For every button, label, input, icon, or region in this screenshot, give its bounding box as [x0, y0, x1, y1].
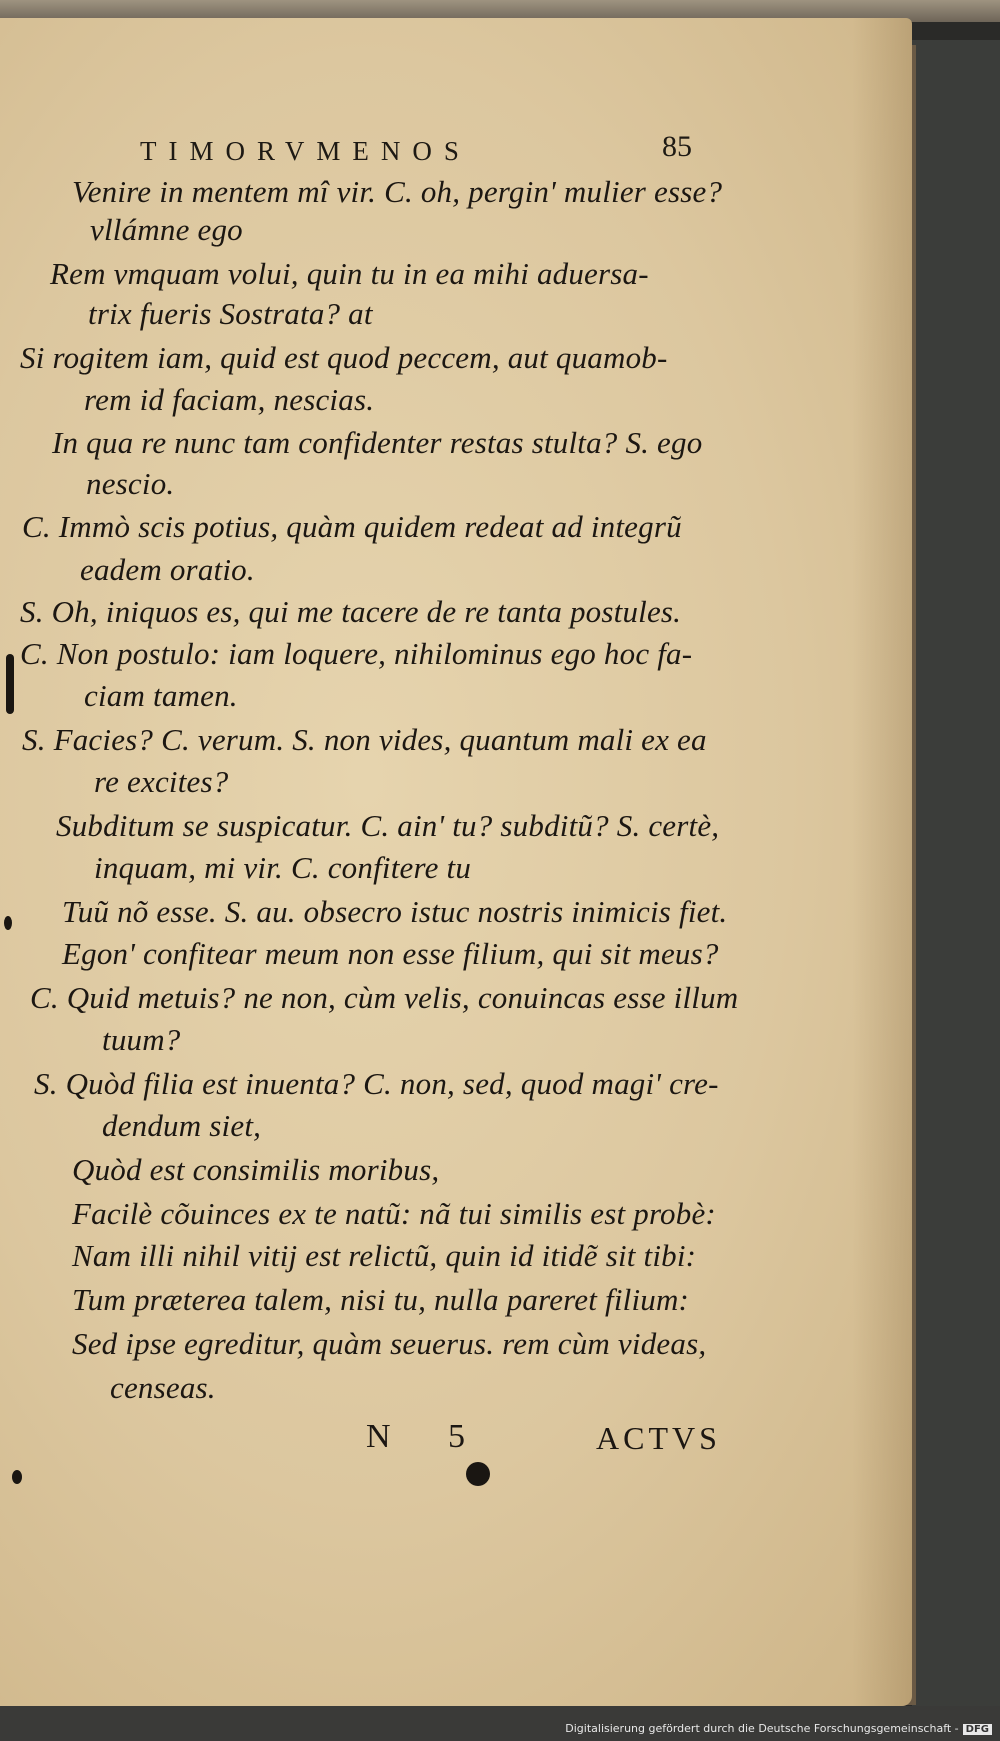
- catchword: ACTVS: [596, 1420, 721, 1456]
- text-line: S. Oh, iniquos es, qui me tacere de re tanta postules.: [20, 594, 682, 629]
- text-line: Nam illi nihil vitij est relictũ, quin id itidẽ sit tibi:: [72, 1238, 697, 1273]
- text-line: inquam, mi vir. C. confitere tu: [94, 850, 472, 885]
- text-line: Tuũ nõ esse. S. au. obsecro istuc nostris inimicis fiet.: [62, 894, 728, 929]
- text-line: tuum?: [102, 1022, 181, 1057]
- text-line: C. Quid metuis? ne non, cùm velis, conuincas esse illum: [30, 980, 739, 1015]
- ink-blot: [466, 1462, 490, 1486]
- signature-letter: N: [366, 1418, 391, 1455]
- text-line: censeas.: [110, 1370, 216, 1405]
- text-line: Sed ipse egreditur, quàm seuerus. rem cùm videas,: [72, 1326, 707, 1361]
- signature-number: 5: [448, 1418, 465, 1455]
- text-line: ciam tamen.: [84, 678, 238, 713]
- text-line: Subditum se suspicatur. C. ain' tu? subditũ? S. certè,: [56, 808, 720, 843]
- dfg-logo: DFG: [963, 1724, 992, 1735]
- text-line: eadem oratio.: [80, 552, 255, 587]
- book-cover-board: [912, 40, 1000, 1720]
- text-line: trix fueris Sostrata? at: [88, 296, 373, 331]
- text-line: nescio.: [86, 466, 175, 501]
- text-line: In qua re nunc tam confidenter restas stulta? S. ego: [52, 425, 703, 460]
- text-line: C. Immò scis potius, quàm quidem redeat ad integrũ: [22, 509, 682, 544]
- text-line: Quòd est consimilis moribus,: [72, 1152, 440, 1187]
- text-line: rem id faciam, nescias.: [84, 382, 375, 417]
- running-title: TIMORVMENOS: [140, 136, 471, 166]
- text-line: Venire in mentem mî vir. C. oh, pergin' mulier esse?: [72, 174, 723, 209]
- text-line: Tum præterea talem, nisi tu, nulla pareret filium:: [72, 1282, 690, 1317]
- ink-mark: [6, 654, 14, 714]
- text-line: vllámne ego: [90, 212, 243, 247]
- text-line: Rem vmquam volui, quin tu in ea mihi aduersa-: [50, 256, 649, 291]
- digitization-credit: [565, 1722, 992, 1735]
- folio-number: 85: [662, 130, 692, 163]
- text-line: re excites?: [94, 764, 229, 799]
- text-line: C. Non postulo: iam loquere, nihilominus ego hoc fa-: [20, 636, 693, 671]
- text-line: S. Quòd filia est inuenta? C. non, sed, quod magi' cre-: [34, 1066, 719, 1101]
- text-line: Si rogitem iam, quid est quod peccem, aut quamob-: [20, 340, 668, 375]
- text-line: Facilè cõuinces ex te natũ: nã tui similis est probè:: [72, 1196, 716, 1231]
- credit-text: Digitalisierung gefördert durch die Deutsche Forschungsgemeinschaft -: [565, 1722, 959, 1735]
- ink-mark: [12, 1470, 22, 1484]
- text-line: dendum siet,: [102, 1108, 262, 1143]
- text-line: S. Facies? C. verum. S. non vides, quantum mali ex ea: [22, 722, 707, 757]
- ink-mark: [4, 916, 12, 930]
- footer-strip: [0, 1706, 1000, 1741]
- page-shadow: [852, 18, 912, 1706]
- text-line: Egon' confitear meum non esse filium, qui sit meus?: [62, 936, 719, 971]
